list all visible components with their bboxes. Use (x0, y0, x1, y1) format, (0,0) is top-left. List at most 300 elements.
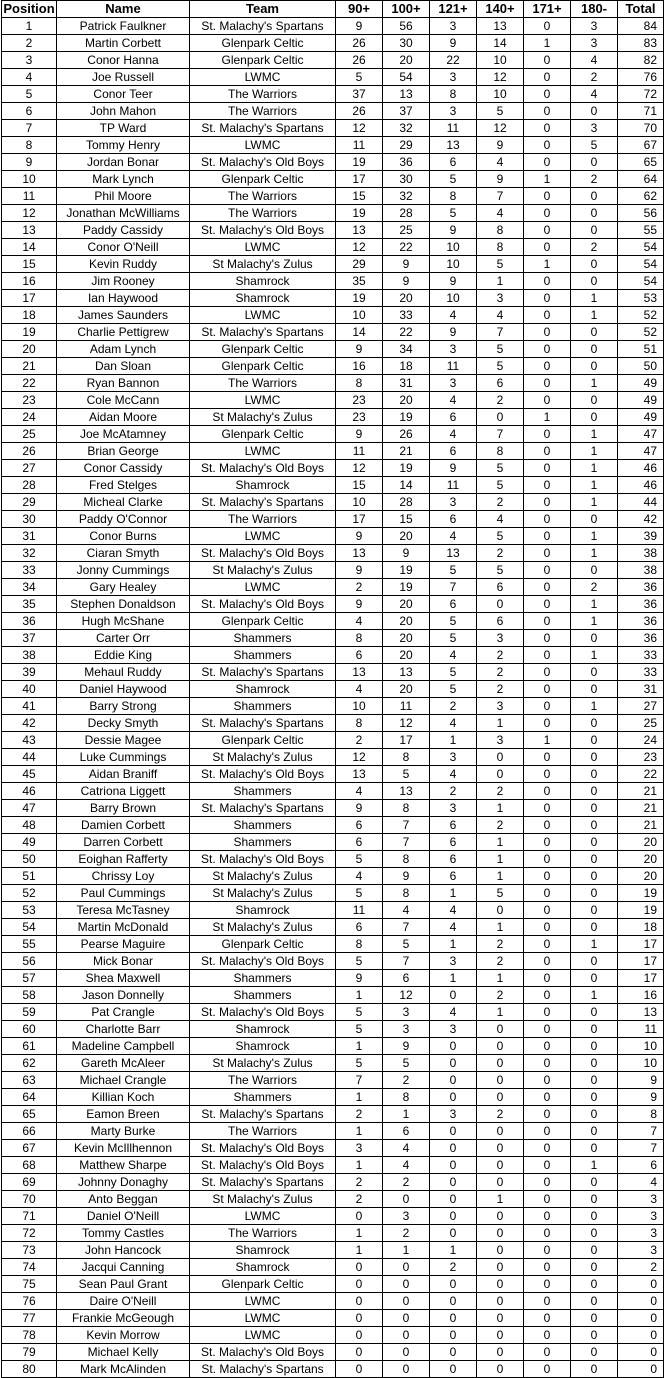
cell-90plus: 19 (336, 154, 383, 171)
cell-100plus: 19 (383, 579, 430, 596)
table-row (2, 1259, 664, 1276)
cell-team: St. Malachy's Old Boys (190, 1157, 336, 1174)
cell-position: 17 (2, 290, 57, 307)
cell-171plus: 0 (524, 885, 571, 902)
cell-total: 9 (618, 1089, 664, 1106)
cell-140plus: 5 (477, 528, 524, 545)
cell-position: 30 (2, 511, 57, 528)
cell-team: Glenpark Celtic (190, 52, 336, 69)
cell-100plus: 12 (383, 715, 430, 732)
table-header (2, 1, 664, 18)
cell-171plus: 0 (524, 698, 571, 715)
cell-121plus: 0 (430, 1038, 477, 1055)
cell-171plus: 0 (524, 1004, 571, 1021)
cell-171plus: 0 (524, 1242, 571, 1259)
table-row (2, 902, 664, 919)
cell-180: 0 (571, 1140, 618, 1157)
cell-121plus: 3 (430, 18, 477, 35)
cell-121plus: 0 (430, 1055, 477, 1072)
cell-180: 1 (571, 936, 618, 953)
cell-name: James Saunders (57, 307, 190, 324)
cell-121plus: 0 (430, 1174, 477, 1191)
cell-180: 1 (571, 545, 618, 562)
cell-180: 0 (571, 1276, 618, 1293)
cell-name: Pat Crangle (57, 1004, 190, 1021)
cell-180: 0 (571, 154, 618, 171)
cell-171plus: 0 (524, 1089, 571, 1106)
cell-100plus: 29 (383, 137, 430, 154)
cell-total: 64 (618, 171, 664, 188)
cell-total: 65 (618, 154, 664, 171)
cell-name: Jonathan McWilliams (57, 205, 190, 222)
cell-team: The Warriors (190, 511, 336, 528)
cell-180: 1 (571, 494, 618, 511)
cell-140plus: 0 (477, 1310, 524, 1327)
header-140plus: 140+ (477, 1, 524, 18)
table-row (2, 732, 664, 749)
cell-position: 67 (2, 1140, 57, 1157)
cell-180: 3 (571, 35, 618, 52)
cell-position: 57 (2, 970, 57, 987)
cell-140plus: 7 (477, 188, 524, 205)
cell-90plus: 9 (336, 528, 383, 545)
cell-total: 16 (618, 987, 664, 1004)
cell-team: Glenpark Celtic (190, 426, 336, 443)
cell-team: St. Malachy's Spartans (190, 120, 336, 137)
cell-90plus: 26 (336, 103, 383, 120)
cell-90plus: 9 (336, 18, 383, 35)
cell-90plus: 19 (336, 290, 383, 307)
cell-180: 2 (571, 171, 618, 188)
cell-180: 0 (571, 205, 618, 222)
cell-100plus: 11 (383, 698, 430, 715)
cell-total: 13 (618, 1004, 664, 1021)
cell-180: 1 (571, 426, 618, 443)
cell-team: Glenpark Celtic (190, 936, 336, 953)
cell-100plus: 20 (383, 290, 430, 307)
cell-171plus: 0 (524, 154, 571, 171)
table-row (2, 1174, 664, 1191)
cell-name: Darren Corbett (57, 834, 190, 851)
header-180: 180- (571, 1, 618, 18)
cell-140plus: 1 (477, 919, 524, 936)
cell-team: LWMC (190, 1327, 336, 1344)
cell-name: Daniel O'Neill (57, 1208, 190, 1225)
cell-position: 11 (2, 188, 57, 205)
cell-121plus: 10 (430, 290, 477, 307)
cell-180: 0 (571, 1310, 618, 1327)
cell-140plus: 0 (477, 1055, 524, 1072)
table-row (2, 596, 664, 613)
cell-140plus: 0 (477, 596, 524, 613)
cell-171plus: 0 (524, 120, 571, 137)
cell-position: 13 (2, 222, 57, 239)
cell-180: 1 (571, 613, 618, 630)
cell-team: LWMC (190, 1310, 336, 1327)
cell-position: 35 (2, 596, 57, 613)
table-row (2, 1242, 664, 1259)
cell-total: 42 (618, 511, 664, 528)
cell-121plus: 6 (430, 868, 477, 885)
table-row (2, 647, 664, 664)
cell-180: 0 (571, 1089, 618, 1106)
cell-name: Ian Haywood (57, 290, 190, 307)
cell-90plus: 5 (336, 69, 383, 86)
cell-140plus: 4 (477, 307, 524, 324)
cell-140plus: 0 (477, 409, 524, 426)
table-row (2, 562, 664, 579)
cell-100plus: 8 (383, 1089, 430, 1106)
cell-team: Shammers (190, 647, 336, 664)
cell-team: LWMC (190, 1293, 336, 1310)
cell-90plus: 8 (336, 715, 383, 732)
table-row (2, 851, 664, 868)
table-row (2, 1106, 664, 1123)
cell-total: 7 (618, 1123, 664, 1140)
cell-121plus: 0 (430, 1208, 477, 1225)
cell-140plus: 2 (477, 647, 524, 664)
table-row (2, 154, 664, 171)
cell-name: Killian Koch (57, 1089, 190, 1106)
cell-90plus: 10 (336, 307, 383, 324)
cell-171plus: 0 (524, 749, 571, 766)
cell-90plus: 8 (336, 630, 383, 647)
cell-total: 49 (618, 392, 664, 409)
cell-name: Johnny Donaghy (57, 1174, 190, 1191)
cell-position: 74 (2, 1259, 57, 1276)
cell-100plus: 14 (383, 477, 430, 494)
cell-140plus: 0 (477, 1361, 524, 1378)
cell-total: 33 (618, 664, 664, 681)
cell-180: 0 (571, 953, 618, 970)
cell-180: 1 (571, 698, 618, 715)
cell-180: 1 (571, 460, 618, 477)
cell-121plus: 6 (430, 817, 477, 834)
cell-position: 1 (2, 18, 57, 35)
table-row (2, 188, 664, 205)
cell-180: 0 (571, 409, 618, 426)
cell-100plus: 18 (383, 358, 430, 375)
cell-140plus: 2 (477, 1106, 524, 1123)
cell-180: 0 (571, 749, 618, 766)
cell-90plus: 0 (336, 1344, 383, 1361)
cell-180: 0 (571, 715, 618, 732)
table-row (2, 443, 664, 460)
cell-team: St. Malachy's Old Boys (190, 1140, 336, 1157)
cell-100plus: 20 (383, 613, 430, 630)
table-row (2, 1123, 664, 1140)
cell-121plus: 4 (430, 528, 477, 545)
cell-total: 27 (618, 698, 664, 715)
cell-total: 54 (618, 239, 664, 256)
cell-team: Glenpark Celtic (190, 35, 336, 52)
cell-total: 10 (618, 1038, 664, 1055)
table-row (2, 528, 664, 545)
cell-121plus: 9 (430, 35, 477, 52)
cell-position: 7 (2, 120, 57, 137)
cell-180: 0 (571, 1174, 618, 1191)
cell-team: Shamrock (190, 1038, 336, 1055)
cell-121plus: 6 (430, 834, 477, 851)
cell-90plus: 13 (336, 766, 383, 783)
table-row (2, 52, 664, 69)
cell-100plus: 20 (383, 596, 430, 613)
cell-team: St. Malachy's Old Boys (190, 596, 336, 613)
cell-total: 36 (618, 630, 664, 647)
cell-171plus: 1 (524, 732, 571, 749)
cell-180: 0 (571, 919, 618, 936)
cell-171plus: 0 (524, 851, 571, 868)
cell-position: 56 (2, 953, 57, 970)
cell-171plus: 0 (524, 375, 571, 392)
cell-position: 38 (2, 647, 57, 664)
cell-180: 0 (571, 851, 618, 868)
cell-team: LWMC (190, 392, 336, 409)
cell-121plus: 3 (430, 375, 477, 392)
cell-100plus: 0 (383, 1361, 430, 1378)
cell-121plus: 5 (430, 171, 477, 188)
cell-121plus: 11 (430, 477, 477, 494)
cell-180: 0 (571, 1191, 618, 1208)
cell-team: St Malachy's Zulus (190, 1191, 336, 1208)
cell-90plus: 0 (336, 1208, 383, 1225)
cell-team: Glenpark Celtic (190, 358, 336, 375)
cell-180: 4 (571, 86, 618, 103)
cell-100plus: 0 (383, 1191, 430, 1208)
cell-team: The Warriors (190, 205, 336, 222)
cell-140plus: 5 (477, 885, 524, 902)
cell-171plus: 0 (524, 1208, 571, 1225)
cell-name: Martin McDonald (57, 919, 190, 936)
cell-name: John Mahon (57, 103, 190, 120)
cell-90plus: 9 (336, 562, 383, 579)
cell-100plus: 0 (383, 1259, 430, 1276)
table-row (2, 834, 664, 851)
cell-90plus: 17 (336, 511, 383, 528)
cell-name: Mehaul Ruddy (57, 664, 190, 681)
cell-171plus: 0 (524, 1293, 571, 1310)
cell-171plus: 0 (524, 426, 571, 443)
cell-team: Shamrock (190, 273, 336, 290)
table-row (2, 1072, 664, 1089)
cell-121plus: 4 (430, 1004, 477, 1021)
cell-name: Dessie Magee (57, 732, 190, 749)
cell-90plus: 16 (336, 358, 383, 375)
cell-total: 53 (618, 290, 664, 307)
table-row (2, 1293, 664, 1310)
cell-100plus: 13 (383, 86, 430, 103)
cell-171plus: 0 (524, 324, 571, 341)
cell-90plus: 5 (336, 1055, 383, 1072)
cell-name: Carter Orr (57, 630, 190, 647)
cell-171plus: 0 (524, 18, 571, 35)
cell-171plus: 0 (524, 103, 571, 120)
cell-90plus: 4 (336, 681, 383, 698)
cell-total: 3 (618, 1242, 664, 1259)
table-row (2, 1327, 664, 1344)
cell-name: Michael Crangle (57, 1072, 190, 1089)
cell-team: LWMC (190, 579, 336, 596)
table-row (2, 936, 664, 953)
cell-team: LWMC (190, 69, 336, 86)
cell-position: 55 (2, 936, 57, 953)
cell-140plus: 0 (477, 1072, 524, 1089)
cell-140plus: 1 (477, 1191, 524, 1208)
cell-position: 48 (2, 817, 57, 834)
cell-position: 53 (2, 902, 57, 919)
table-row (2, 69, 664, 86)
table-row (2, 1208, 664, 1225)
cell-total: 50 (618, 358, 664, 375)
cell-90plus: 19 (336, 205, 383, 222)
cell-171plus: 0 (524, 1157, 571, 1174)
cell-100plus: 1 (383, 1106, 430, 1123)
cell-121plus: 4 (430, 919, 477, 936)
cell-121plus: 1 (430, 885, 477, 902)
table-row (2, 1004, 664, 1021)
table-row (2, 1055, 664, 1072)
cell-121plus: 0 (430, 1276, 477, 1293)
cell-team: Shammers (190, 698, 336, 715)
cell-121plus: 5 (430, 562, 477, 579)
cell-total: 36 (618, 596, 664, 613)
cell-121plus: 3 (430, 341, 477, 358)
cell-180: 0 (571, 834, 618, 851)
cell-121plus: 4 (430, 392, 477, 409)
cell-name: Ciaran Smyth (57, 545, 190, 562)
cell-team: Shammers (190, 630, 336, 647)
cell-name: Eddie King (57, 647, 190, 664)
cell-171plus: 0 (524, 528, 571, 545)
cell-171plus: 0 (524, 1310, 571, 1327)
table-row (2, 817, 664, 834)
cell-name: Shea Maxwell (57, 970, 190, 987)
cell-140plus: 0 (477, 1327, 524, 1344)
cell-140plus: 9 (477, 171, 524, 188)
cell-171plus: 0 (524, 494, 571, 511)
cell-180: 0 (571, 1072, 618, 1089)
cell-100plus: 20 (383, 528, 430, 545)
cell-90plus: 1 (336, 987, 383, 1004)
cell-121plus: 0 (430, 1191, 477, 1208)
cell-team: St Malachy's Zulus (190, 562, 336, 579)
cell-total: 0 (618, 1327, 664, 1344)
cell-position: 41 (2, 698, 57, 715)
cell-position: 8 (2, 137, 57, 154)
cell-140plus: 5 (477, 562, 524, 579)
cell-100plus: 13 (383, 783, 430, 800)
cell-total: 0 (618, 1310, 664, 1327)
cell-140plus: 2 (477, 936, 524, 953)
cell-171plus: 0 (524, 188, 571, 205)
cell-140plus: 6 (477, 375, 524, 392)
cell-90plus: 6 (336, 817, 383, 834)
cell-171plus: 0 (524, 783, 571, 800)
cell-position: 12 (2, 205, 57, 222)
cell-90plus: 5 (336, 885, 383, 902)
cell-90plus: 12 (336, 749, 383, 766)
cell-90plus: 4 (336, 783, 383, 800)
table-row (2, 885, 664, 902)
cell-100plus: 3 (383, 1021, 430, 1038)
cell-90plus: 1 (336, 1038, 383, 1055)
cell-team: St. Malachy's Old Boys (190, 460, 336, 477)
table-row (2, 715, 664, 732)
cell-171plus: 0 (524, 868, 571, 885)
table-row (2, 613, 664, 630)
cell-100plus: 0 (383, 1344, 430, 1361)
cell-121plus: 6 (430, 154, 477, 171)
cell-name: Jason Donnelly (57, 987, 190, 1004)
cell-total: 49 (618, 409, 664, 426)
cell-total: 44 (618, 494, 664, 511)
cell-position: 46 (2, 783, 57, 800)
cell-90plus: 6 (336, 919, 383, 936)
table-row (2, 239, 664, 256)
cell-name: Paul Cummings (57, 885, 190, 902)
cell-total: 84 (618, 18, 664, 35)
cell-total: 2 (618, 1259, 664, 1276)
cell-180: 1 (571, 375, 618, 392)
cell-171plus: 0 (524, 1106, 571, 1123)
cell-name: Tommy Castles (57, 1225, 190, 1242)
cell-180: 0 (571, 766, 618, 783)
cell-140plus: 0 (477, 1123, 524, 1140)
cell-name: Kevin Ruddy (57, 256, 190, 273)
table-row (2, 494, 664, 511)
cell-140plus: 4 (477, 205, 524, 222)
cell-name: Charlie Pettigrew (57, 324, 190, 341)
cell-171plus: 0 (524, 69, 571, 86)
cell-180: 0 (571, 885, 618, 902)
cell-team: St. Malachy's Old Boys (190, 545, 336, 562)
cell-position: 64 (2, 1089, 57, 1106)
cell-121plus: 9 (430, 273, 477, 290)
cell-90plus: 7 (336, 1072, 383, 1089)
cell-100plus: 36 (383, 154, 430, 171)
cell-90plus: 2 (336, 1191, 383, 1208)
cell-name: Kevin McIllhennon (57, 1140, 190, 1157)
cell-90plus: 10 (336, 494, 383, 511)
cell-total: 3 (618, 1225, 664, 1242)
cell-140plus: 5 (477, 256, 524, 273)
cell-121plus: 9 (430, 324, 477, 341)
cell-140plus: 8 (477, 239, 524, 256)
cell-121plus: 1 (430, 732, 477, 749)
cell-140plus: 0 (477, 1276, 524, 1293)
cell-180: 0 (571, 681, 618, 698)
cell-90plus: 0 (336, 1327, 383, 1344)
cell-position: 39 (2, 664, 57, 681)
cell-team: Shamrock (190, 1021, 336, 1038)
table-row (2, 987, 664, 1004)
cell-position: 47 (2, 800, 57, 817)
cell-100plus: 3 (383, 1004, 430, 1021)
cell-position: 14 (2, 239, 57, 256)
cell-90plus: 23 (336, 409, 383, 426)
cell-171plus: 0 (524, 511, 571, 528)
cell-position: 72 (2, 1225, 57, 1242)
cell-name: Aidan Braniff (57, 766, 190, 783)
cell-name: Dan Sloan (57, 358, 190, 375)
cell-140plus: 10 (477, 52, 524, 69)
table-row (2, 1089, 664, 1106)
cell-team: Shamrock (190, 1242, 336, 1259)
cell-total: 52 (618, 307, 664, 324)
cell-total: 20 (618, 834, 664, 851)
cell-140plus: 2 (477, 783, 524, 800)
cell-position: 54 (2, 919, 57, 936)
